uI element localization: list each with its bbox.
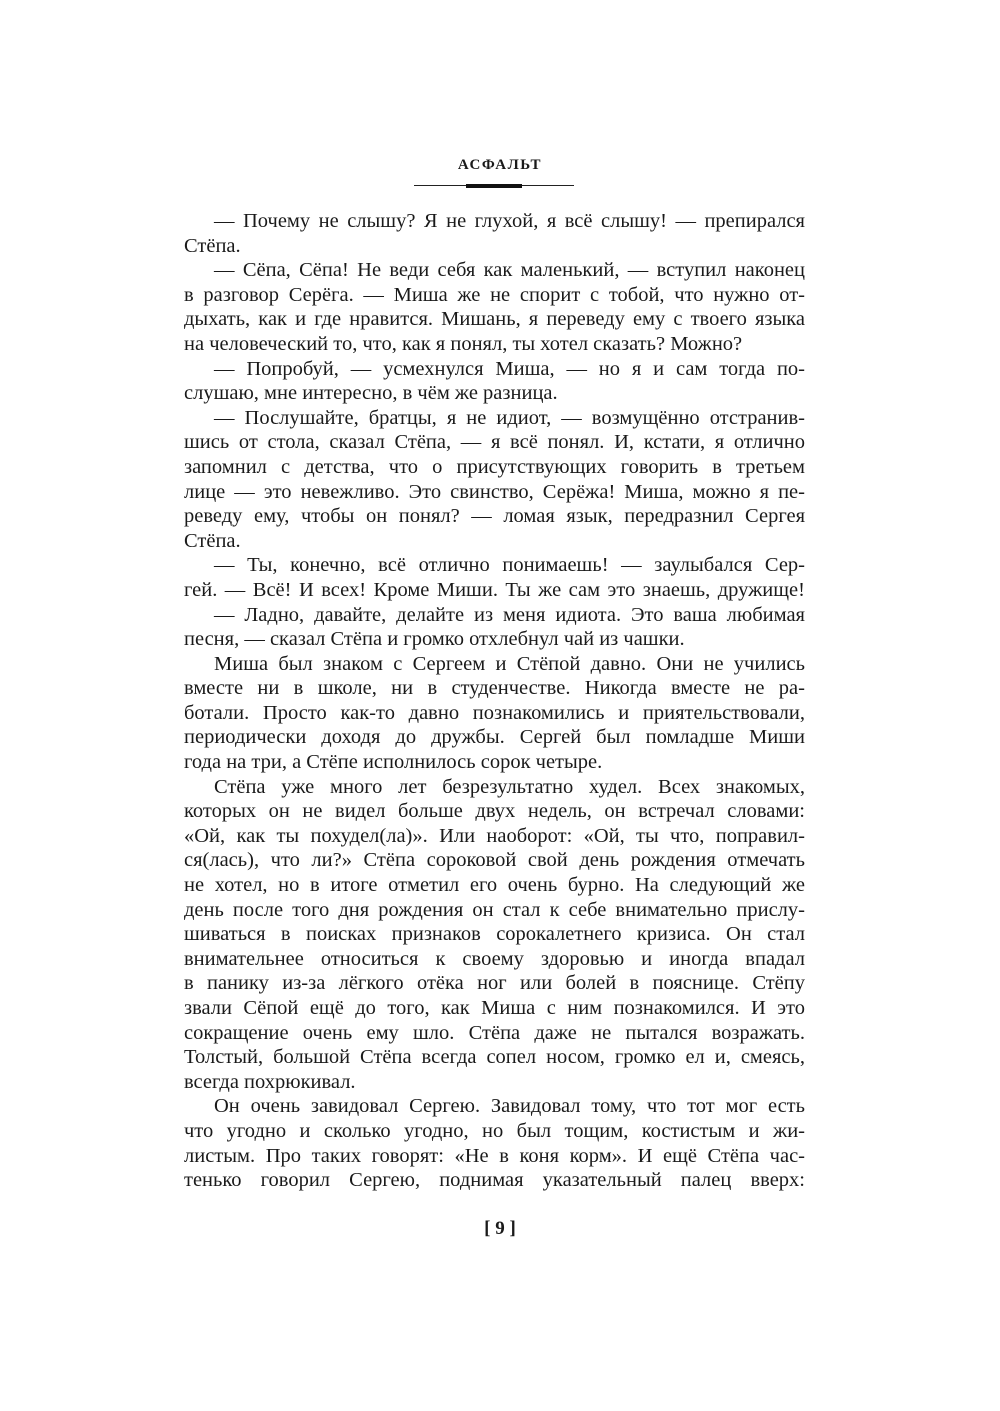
text-line: которых он не видел больше двух недель, он встречал словами:	[184, 800, 805, 823]
text-line: что угодно и сколько угодно, но был тощим, костистым и жи-	[184, 1119, 805, 1142]
text-line: — Ладно, давайте, делайте из меня идиота. Это ваша любимая	[214, 603, 805, 626]
text-line: песня, — сказал Стёпа и громко отхлебнул чай из чашки.	[184, 628, 685, 651]
text-line: всегда похрюкивал.	[184, 1070, 356, 1093]
text-line: — Попробуй, — усмехнулся Миша, — но я и сам тогда по-	[214, 357, 805, 380]
text-line: реведу ему, чтобы он понял? — ломая язык, передразнил Сергея	[184, 505, 805, 528]
text-line: — Послушайте, братцы, я не идиот, — возмущённо отстранив-	[214, 406, 805, 429]
text-line: «Ой, как ты похудел(ла)». Или наоборот: «Ой, ты что, поправил-	[184, 824, 805, 847]
running-title: АСФАЛЬТ	[457, 157, 543, 173]
text-line: запомнил с детства, что о присутствующих говорить в третьем	[184, 455, 805, 478]
text-line: Стёпа.	[184, 529, 241, 552]
text-line: листым. Про таких говорят: «Не в коня корм». И ещё Стёпа час-	[184, 1144, 805, 1167]
text-line: вместе ни в школе, ни в студенчестве. Никогда вместе не ра-	[184, 677, 805, 700]
text-line: года на три, а Стёпе исполнилось сорок четыре.	[184, 751, 603, 774]
text-line: тенько говорил Сергею, поднимая указательный палец вверх:	[184, 1169, 805, 1192]
text-line: — Сёпа, Сёпа! Не веди себя как маленький, — вступил наконец	[214, 259, 805, 282]
text-line: гей. — Всё! И всех! Кроме Миши. Ты же сам это знаешь, дружище!	[184, 578, 805, 601]
text-line: Стёпа.	[184, 234, 241, 257]
text-line: сокращение очень ему шло. Стёпа даже не пытался возражать.	[184, 1021, 805, 1044]
text-line: — Почему не слышу? Я не глухой, я всё слышу! — препирался	[214, 210, 805, 232]
text-line: звали Сёпой ещё до того, как Миша с ним познакомился. И это	[184, 997, 805, 1019]
text-line: ся(лась), что ли?» Стёпа сороковой свой день рождения отмечать	[184, 849, 805, 872]
text-line: день после того дня рождения он стал к себе внимательно прислу-	[184, 898, 805, 921]
text-line: на человеческий то, что, как я понял, ты хотел сказать? Можно?	[184, 332, 743, 355]
text-line: в разговор Серёга. — Миша же не спорит с тобой, что нужно от-	[184, 283, 805, 306]
text-line: дыхать, как и где нравится. Мишань, я переведу ему с твоего языка	[184, 308, 805, 331]
text-line: периодически доходя до дружбы. Сергей был помладше Миши	[184, 726, 805, 749]
text-line: не хотел, но в итоге отметил его очень бурно. На следующий же	[184, 874, 805, 897]
text-line: внимательнее относиться к своему здоровью и иногда впадал	[184, 947, 805, 970]
body-text	[184, 209, 805, 1193]
text-line: шись от стола, сказал Стёпа, — я всё понял. И, кстати, я отлично	[184, 431, 805, 454]
text-line: ботали. Просто как-то давно познакомились и приятельствовали,	[184, 701, 805, 724]
text-line: Он очень завидовал Сергею. Завидовал тому, что тот мог есть	[214, 1095, 805, 1118]
text-line: Толстый, большой Стёпа всегда сопел носом, громко ел и, смеясь,	[184, 1046, 805, 1069]
text-line: шиваться в поисках признаков сорокалетнего кризиса. Он стал	[184, 923, 805, 946]
text-line: Миша был знаком с Сергеем и Стёпой давно. Они не учились	[214, 652, 805, 675]
text-line: слушаю, мне интересно, в чём же разница.	[184, 382, 558, 405]
text-line: — Ты, конечно, всё отлично понимаешь! — заулыбался Сер-	[214, 554, 805, 577]
text-line: в панику из-за лёгкого отёка ног или болей в пояснице. Стёпу	[184, 972, 805, 995]
page-number: [ 9 ]	[484, 1218, 516, 1239]
header-divider-ornament	[466, 184, 522, 188]
text-line: Стёпа уже много лет безрезультатно худел. Всех знакомых,	[214, 775, 805, 798]
text-line: лице — это невежливо. Это свинство, Серёжа! Миша, можно я пе-	[184, 480, 805, 503]
